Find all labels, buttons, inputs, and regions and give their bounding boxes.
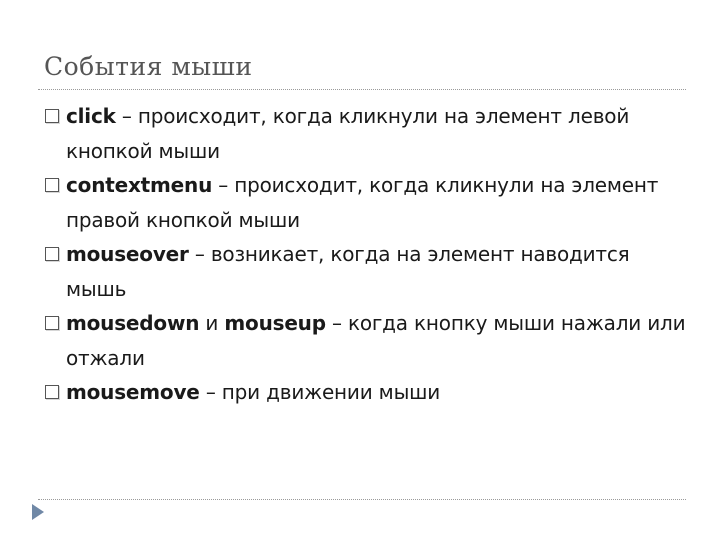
bullet-term: mousemove — [66, 380, 200, 404]
slide-title: События мыши — [44, 52, 253, 81]
bullet-text: – когда кнопку мыши нажали или отжали — [66, 311, 686, 370]
bullet-item-click — [44, 99, 694, 168]
bullet-item-mousedown-mouseup — [44, 306, 694, 375]
title-divider — [38, 89, 686, 90]
bullet-term: click — [66, 104, 116, 128]
checkbox-square-icon — [45, 385, 59, 399]
checkbox-square-icon — [45, 316, 59, 330]
bullet-text: – происходит, когда кликнули на элемент левой кнопкой мыши — [66, 104, 630, 163]
bullet-text: – возникает, когда на элемент наводится мышь — [66, 242, 630, 301]
bullet-list — [44, 99, 694, 410]
bullet-connector: и — [199, 311, 225, 335]
bullet-term: contextmenu — [66, 173, 213, 197]
bullet-text: – при движении мыши — [199, 380, 441, 404]
bullet-term: mouseover — [66, 242, 189, 266]
bullet-item-mouseover — [44, 237, 694, 306]
checkbox-square-icon — [45, 178, 59, 192]
checkbox-square-icon — [45, 109, 59, 123]
triangle-right-icon[interactable] — [32, 504, 44, 520]
checkbox-square-icon — [45, 247, 59, 261]
bullet-text: – происходит, когда кликнули на элемент правой кнопкой мыши — [66, 173, 659, 232]
bullet-term-2: mouseup — [224, 311, 326, 335]
footer-divider — [38, 499, 686, 500]
bullet-term: mousedown — [66, 311, 200, 335]
bullet-item-contextmenu — [44, 168, 694, 237]
bullet-item-mousemove — [44, 375, 694, 410]
